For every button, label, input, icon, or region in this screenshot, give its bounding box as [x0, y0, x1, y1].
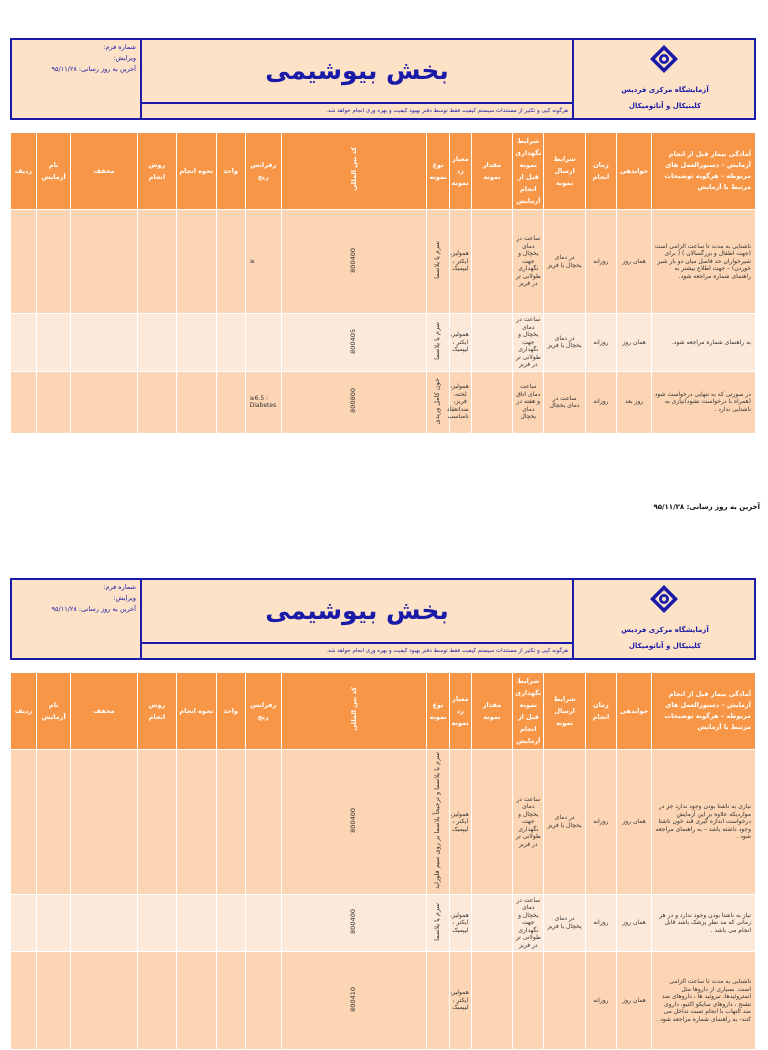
col-storage: شرایط نگهداری نمونه قبل از انجام آزمایش — [513, 133, 544, 210]
cell-sample-type-text: سرم یا پلاسما — [433, 902, 442, 941]
col-sample-amount: مقدار نمونه — [471, 133, 513, 210]
cell-code — [281, 894, 426, 952]
col-schedule: زمان انجام — [585, 133, 616, 210]
cell-row-number — [11, 371, 37, 433]
cell-results: همان روز — [616, 210, 651, 314]
cell-instructions: نیاز به ناشتا بودن وجود ندارد و در هر زمانی که مد نظر پزشک باشد قابل انجام می باشد . — [652, 894, 756, 952]
cell-sample-amount — [471, 750, 513, 895]
cell-schedule: روزانه — [585, 894, 616, 952]
cell-method — [137, 750, 176, 895]
cell-schedule: روزانه — [585, 210, 616, 314]
cell-method — [137, 314, 176, 372]
col-code-label: کد بین المللی — [350, 687, 359, 731]
cell-storage: ساعت در دمای یخچال و جهت نگهداری طولانی تر در فریز — [513, 894, 544, 952]
col-results: جوابدهی — [616, 673, 651, 750]
col-row: ردیف — [11, 133, 37, 210]
table-row — [11, 210, 756, 314]
table-header-row — [11, 673, 756, 750]
cell-results: همان روز — [616, 314, 651, 372]
lab-name: آزمایشگاه مرکزی فردیس — [621, 86, 709, 94]
cell-code-text: 800400 — [349, 808, 358, 833]
cell-abbr — [71, 750, 137, 895]
cell-test-name — [37, 952, 71, 1050]
col-instructions: آمادگی بیمار قبل از انجام آزمایش – دستورالعمل های مربوطه – هرگونه توضیحات مرتبط با آزمایش — [652, 673, 756, 750]
table-row — [11, 314, 756, 372]
cell-instructions: نیازی به ناشتا بودن وجود ندارد جز در مواردیکه علاوه بر این آزمایش درخواست اندازه گیری قند خون ناشتا وجود داشته باشد – به راهنمای مراجعه شود . — [652, 750, 756, 895]
cell-unit — [216, 750, 245, 895]
cell-unit — [216, 952, 245, 1050]
footer-update: آخرین به روز رسانی: ۹۵/۱۱/۲۸ — [653, 503, 760, 511]
cell-code-text: 800800 — [349, 388, 358, 414]
table-row — [11, 371, 756, 433]
cell-unit — [216, 210, 245, 314]
cell-code — [281, 952, 426, 1050]
lab-branding — [572, 580, 754, 658]
last-update: آخرین به روز رسانی: ۹۵/۱۱/۲۸ — [51, 65, 136, 73]
cell-row-number — [11, 952, 37, 1050]
cell-unit — [216, 894, 245, 952]
cell-schedule: روزانه — [585, 314, 616, 372]
page-title: بخش بیوشیمی — [142, 580, 572, 644]
cell-transport: ساعت در دمای یخچال — [544, 371, 586, 433]
cell-code-text: 800400 — [349, 909, 358, 935]
cell-sample-type — [427, 750, 450, 895]
cell-code — [281, 314, 426, 372]
lab-logo-icon — [649, 584, 679, 614]
page-2 — [10, 578, 756, 1023]
cell-schedule: روزانه — [585, 371, 616, 433]
col-code — [281, 673, 426, 750]
cell-performed-by — [177, 210, 216, 314]
cell-abbr — [71, 314, 137, 372]
cell-abbr — [71, 894, 137, 952]
cell-sample-type-text: سرم یا پلاسما — [433, 241, 442, 280]
cell-row-number — [11, 314, 37, 372]
cell-row-number — [11, 894, 37, 952]
last-update: آخرین به روز رسانی: ۹۵/۱۱/۲۸ — [51, 605, 136, 613]
cell-row-number — [11, 210, 37, 314]
col-performed-by: نحوه انجام — [177, 133, 216, 210]
cell-transport: در دمای یخچال یا فریز — [544, 314, 586, 372]
document-header — [10, 38, 756, 120]
cell-rejection: همولیز، ایکتر ، لیپمیک — [449, 894, 471, 952]
col-test-name: نام آزمایش — [37, 673, 71, 750]
col-row: ردیف — [11, 673, 37, 750]
form-info — [12, 40, 142, 118]
cell-schedule: روزانه — [585, 750, 616, 895]
cell-code — [281, 371, 426, 433]
table-header-row — [11, 133, 756, 210]
cell-sample-amount — [471, 952, 513, 1050]
col-test-name: نام آزمایش — [37, 133, 71, 210]
cell-reference — [245, 314, 281, 372]
cell-instructions: در صورتی که به تنهایی درخواست شود (همراه با درخواست نشود)نیازی به ناشتایی ندارد . — [652, 371, 756, 433]
col-unit: واحد — [216, 133, 245, 210]
cell-row-number — [11, 750, 37, 895]
form-info — [12, 580, 142, 658]
tests-table — [10, 672, 756, 1050]
cell-storage: ساعت در دمای یخچال و جهت نگهداری طولانی تر در فریز — [513, 210, 544, 314]
lab-subtitle: کلینیکال و آناتومیکال — [628, 102, 702, 110]
cell-performed-by — [177, 314, 216, 372]
cell-storage — [513, 952, 544, 1050]
cell-performed-by — [177, 952, 216, 1050]
cell-performed-by — [177, 750, 216, 895]
cell-transport: در دمای یخچال یا فریز — [544, 894, 586, 952]
cell-reference — [245, 750, 281, 895]
col-rejection: معیار رد نمونه — [449, 133, 471, 210]
cell-storage: ساعت در دمای یخچال و جهت نگهداری طولانی تر در فریز — [513, 314, 544, 372]
cell-unit — [216, 314, 245, 372]
col-sample-type: نوع نمونه — [427, 673, 450, 750]
page-title: بخش بیوشیمی — [142, 40, 572, 104]
cell-test-name — [37, 894, 71, 952]
cell-sample-type — [427, 371, 450, 433]
col-abbr: مخفف — [71, 673, 137, 750]
cell-results: روز بعد — [616, 371, 651, 433]
lab-subtitle: کلینیکال و آناتومیکال — [628, 642, 702, 650]
cell-rejection: همولیز، ایکتر ، لیپمیک — [449, 750, 471, 895]
cell-transport: در دمای یخچال یا فریز — [544, 210, 586, 314]
cell-method — [137, 210, 176, 314]
col-rejection: معیار رد نمونه — [449, 673, 471, 750]
cell-test-name — [37, 371, 71, 433]
col-results: جوابدهی — [616, 133, 651, 210]
cell-results: همان روز — [616, 952, 651, 1050]
table-row — [11, 894, 756, 952]
cell-sample-type — [427, 210, 450, 314]
cell-sample-amount — [471, 314, 513, 372]
cell-code — [281, 210, 426, 314]
tests-table — [10, 132, 756, 434]
col-performed-by: نحوه انجام — [177, 673, 216, 750]
cell-schedule: روزانه — [585, 952, 616, 1050]
cell-sample-amount — [471, 210, 513, 314]
col-transport: شرایط ارسال نمونه — [544, 133, 586, 210]
col-code — [281, 133, 426, 210]
cell-reference: ≥ — [245, 210, 281, 314]
col-instructions: آمادگی بیمار قبل از انجام آزمایش – دستورالعمل های مربوطه – هرگونه توضیحات مرتبط با آزمایش — [652, 133, 756, 210]
cell-abbr — [71, 371, 137, 433]
cell-transport — [544, 952, 586, 1050]
cell-instructions: ناشتایی به مدت تا ساعت الزامی است. بسیاری از داروها مثل استروئیدها، تیروئید ها ، داروهای ضد تشنج ، داروهای سایکو اکتیو، داروی ضد التهاب با انجام تست تداخل می کنند- به راهنمای شماره مراجعه شود . — [652, 952, 756, 1050]
cell-rejection: همولیز، لخته، فریز، ضدانعقاد نامناسب — [449, 371, 471, 433]
cell-performed-by — [177, 371, 216, 433]
cell-instructions: به راهنمای شماره مراجعه شود. — [652, 314, 756, 372]
cell-sample-type-text: خون کامل وریدی — [433, 377, 442, 424]
col-reference: رفرانس رنج — [245, 133, 281, 210]
col-unit: واحد — [216, 673, 245, 750]
lab-branding — [572, 40, 754, 118]
cell-sample-amount — [471, 894, 513, 952]
cell-reference — [245, 952, 281, 1050]
table-row — [11, 750, 756, 895]
cell-rejection: همولیز، ایکتر ، لیپمیک — [449, 952, 471, 1050]
cell-test-name — [37, 314, 71, 372]
lab-logo-icon — [649, 44, 679, 74]
cell-sample-type-text: سرم یا پلاسما — [433, 322, 442, 360]
col-storage: شرایط نگهداری نمونه قبل از انجام آزمایش — [513, 673, 544, 750]
cell-reference — [245, 894, 281, 952]
cell-sample-amount — [471, 371, 513, 433]
cell-abbr — [71, 210, 137, 314]
lab-name: آزمایشگاه مرکزی فردیس — [621, 626, 709, 634]
edition: ویرایش: — [113, 54, 136, 62]
col-method: روش انجام — [137, 133, 176, 210]
cell-test-name — [37, 750, 71, 895]
cell-instructions: ناشتایی به مدت تا ساعت الزامی است (جهت اطفال و بزرگسالان ) ( برای شیرخواران حد فاصل میان دو بار شیر خوردن) – جهت اطلاع بیشتر به راهنمای شماره مراجعه شود. — [652, 210, 756, 314]
cell-method — [137, 894, 176, 952]
col-sample-amount: مقدار نمونه — [471, 673, 513, 750]
cell-code-text: 800410 — [349, 986, 358, 1012]
cell-code — [281, 750, 426, 895]
col-transport: شرایط ارسال نمونه — [544, 673, 586, 750]
col-code-label: کد بین المللی — [350, 147, 359, 191]
cell-sample-type — [427, 894, 450, 952]
cell-reference: ≥6.5 : Diabetes — [245, 371, 281, 433]
cell-transport: در دمای یخچال یا فریز — [544, 750, 586, 895]
col-reference: رفرانس رنج — [245, 673, 281, 750]
form-number: شماره فرم: — [103, 583, 136, 591]
copy-notice: هرگونه کپی و تکثیر از مستندات سیستم کیفیت فقط توسط دفتر بهبود کیفیت و بهره وری انجام خواهد شد. — [326, 648, 568, 654]
cell-code-text: 800400 — [349, 247, 358, 273]
cell-rejection: همولیز، ایکتر ، لیپمیک — [449, 314, 471, 372]
cell-sample-type — [427, 952, 450, 1050]
cell-sample-type — [427, 314, 450, 372]
col-method: روش انجام — [137, 673, 176, 750]
cell-results: همان روز — [616, 750, 651, 895]
cell-test-name — [37, 210, 71, 314]
cell-rejection: همولیز، ایکتر ، لیپمیک — [449, 210, 471, 314]
col-sample-type: نوع نمونه — [427, 133, 450, 210]
cell-method — [137, 952, 176, 1050]
form-number: شماره فرم: — [103, 43, 136, 51]
cell-sample-type-text: سرم یا پلاسما و ترجیحاً پلاسما بر روی سیم فلوراید — [433, 752, 442, 890]
col-abbr: مخفف — [71, 133, 137, 210]
cell-abbr — [71, 952, 137, 1050]
copy-notice: هرگونه کپی و تکثیر از مستندات سیستم کیفیت فقط توسط دفتر بهبود کیفیت و بهره وری انجام خواهد شد. — [326, 108, 568, 114]
col-schedule: زمان انجام — [585, 673, 616, 750]
edition: ویرایش: — [113, 594, 136, 602]
cell-unit — [216, 371, 245, 433]
cell-method — [137, 371, 176, 433]
cell-results: همان روز — [616, 894, 651, 952]
cell-code-text: 800405 — [349, 328, 358, 354]
page-1 — [10, 38, 756, 430]
cell-performed-by — [177, 894, 216, 952]
table-row — [11, 952, 756, 1050]
document-header — [10, 578, 756, 660]
cell-storage: ساعت دمای اتاق و هفته در دمای یخچال — [513, 371, 544, 433]
cell-storage: ساعت در دمای یخچال و جهت نگهداری طولانی تر در فریز — [513, 750, 544, 895]
